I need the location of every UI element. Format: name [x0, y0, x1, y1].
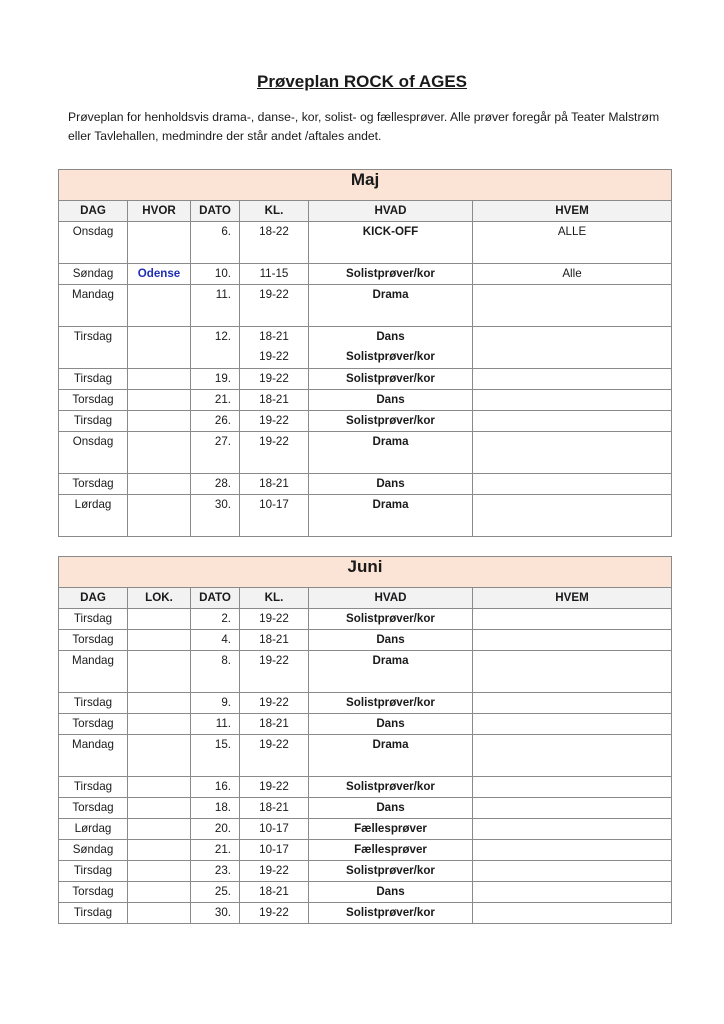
activity-cell [309, 609, 473, 630]
time-cell [240, 474, 309, 495]
activity-cell [309, 819, 473, 840]
table-row [59, 432, 672, 474]
kl-line: 19-22 [259, 288, 289, 301]
who-cell [473, 861, 672, 882]
location-cell [128, 735, 191, 777]
date-cell: 12. [191, 327, 240, 369]
dag-cell: Torsdag [59, 474, 128, 495]
activity-cell [309, 369, 473, 390]
table-body [59, 609, 672, 924]
time-cell [240, 882, 309, 903]
kl-line: 19-22 [259, 906, 289, 919]
table-body [59, 222, 672, 537]
dag-cell: Tirsdag [59, 327, 128, 369]
date-cell: 21. [191, 840, 240, 861]
activity-cell [309, 474, 473, 495]
who-cell [473, 327, 672, 369]
location-cell [128, 609, 191, 630]
dag-cell: Søndag [59, 264, 128, 285]
kl-line: 18-21 [259, 633, 289, 646]
column-header: DAG [59, 588, 128, 609]
month-header: Maj [59, 170, 672, 201]
date-cell: 18. [191, 798, 240, 819]
column-header: HVAD [309, 588, 473, 609]
who-cell: ALLE [473, 222, 672, 264]
hvad-line: Fællesprøver [354, 822, 427, 835]
hvad-line: Drama [372, 288, 409, 301]
who-cell: Alle [473, 264, 672, 285]
location-cell [128, 390, 191, 411]
time-cell [240, 861, 309, 882]
date-cell: 15. [191, 735, 240, 777]
who-cell [473, 819, 672, 840]
dag-cell: Tirsdag [59, 777, 128, 798]
intro-text: Prøveplan for henholdsvis drama-, danse-, kor, solist- og fællesprøver. Alle prøver foregår på Teater Malstrøm eller Tavlehallen, medmindre der står andet /aftales andet. [68, 110, 660, 143]
location-cell [128, 798, 191, 819]
date-cell: 30. [191, 495, 240, 537]
date-cell: 19. [191, 369, 240, 390]
hvad-line: Dans [376, 477, 405, 490]
table-row [59, 222, 672, 264]
who-cell [473, 840, 672, 861]
date-cell: 23. [191, 861, 240, 882]
activity-cell [309, 735, 473, 777]
location-cell [128, 630, 191, 651]
location-cell [128, 882, 191, 903]
time-cell [240, 327, 309, 369]
table-row [59, 411, 672, 432]
location-cell [128, 693, 191, 714]
column-header: DAG [59, 201, 128, 222]
hvad-line: Solistprøver/kor [346, 780, 435, 793]
who-cell [473, 369, 672, 390]
table-row [59, 390, 672, 411]
activity-cell [309, 798, 473, 819]
table-row [59, 861, 672, 882]
dag-cell: Tirsdag [59, 369, 128, 390]
date-cell: 6. [191, 222, 240, 264]
date-cell: 11. [191, 714, 240, 735]
column-header: HVOR [128, 201, 191, 222]
table-row [59, 798, 672, 819]
schedule-table-juni [58, 556, 672, 924]
date-cell: 16. [191, 777, 240, 798]
kl-line: 19-22 [259, 372, 289, 385]
table-row [59, 714, 672, 735]
column-header: HVEM [473, 201, 672, 222]
kl-line: 18-21 [259, 717, 289, 730]
hvad-line: Solistprøver/kor [346, 350, 435, 363]
hvad-line: Solistprøver/kor [346, 414, 435, 427]
table-row [59, 327, 672, 369]
activity-cell [309, 861, 473, 882]
kl-line: 19-22 [259, 350, 289, 363]
who-cell [473, 630, 672, 651]
hvad-line: Dans [376, 885, 405, 898]
dag-cell: Torsdag [59, 630, 128, 651]
who-cell [473, 474, 672, 495]
date-cell: 25. [191, 882, 240, 903]
hvad-line: Dans [376, 717, 405, 730]
kl-line: 10-17 [259, 843, 289, 856]
time-cell [240, 798, 309, 819]
activity-cell [309, 882, 473, 903]
kl-line: 19-22 [259, 864, 289, 877]
activity-cell [309, 651, 473, 693]
location-cell [128, 840, 191, 861]
kl-line: 19-22 [259, 414, 289, 427]
who-cell [473, 495, 672, 537]
kl-line: 18-21 [259, 885, 289, 898]
kl-line: 18-22 [259, 225, 289, 238]
hvad-line: Drama [372, 654, 409, 667]
time-cell [240, 693, 309, 714]
activity-cell [309, 327, 473, 369]
location-cell [128, 819, 191, 840]
activity-cell [309, 840, 473, 861]
who-cell [473, 693, 672, 714]
kl-line: 19-22 [259, 612, 289, 625]
page-title: Prøveplan ROCK of AGES [256, 72, 467, 91]
dag-cell: Torsdag [59, 714, 128, 735]
column-header: LOK. [128, 588, 191, 609]
activity-cell [309, 411, 473, 432]
location-cell [128, 495, 191, 537]
date-cell: 28. [191, 474, 240, 495]
time-cell [240, 630, 309, 651]
activity-cell [309, 495, 473, 537]
who-cell [473, 777, 672, 798]
table-row [59, 630, 672, 651]
kl-line: 18-21 [259, 477, 289, 490]
column-header: KL. [240, 588, 309, 609]
dag-cell: Mandag [59, 651, 128, 693]
hvad-line: Drama [372, 435, 409, 448]
table-row [59, 609, 672, 630]
date-cell: 30. [191, 903, 240, 924]
dag-cell: Onsdag [59, 222, 128, 264]
date-cell: 10. [191, 264, 240, 285]
time-cell [240, 390, 309, 411]
hvad-line: Solistprøver/kor [346, 372, 435, 385]
table-row [59, 819, 672, 840]
date-cell: 2. [191, 609, 240, 630]
date-cell: 4. [191, 630, 240, 651]
activity-cell [309, 432, 473, 474]
kl-line: 10-17 [259, 822, 289, 835]
hvad-line: Drama [372, 498, 409, 511]
table-row [59, 264, 672, 285]
location-cell [128, 369, 191, 390]
hvad-line: Solistprøver/kor [346, 864, 435, 877]
hvad-line: Solistprøver/kor [346, 267, 435, 280]
hvad-line: Dans [376, 801, 405, 814]
location-cell [128, 327, 191, 369]
table-row [59, 693, 672, 714]
kl-line: 18-21 [259, 330, 289, 343]
location-cell [128, 285, 191, 327]
activity-cell [309, 777, 473, 798]
dag-cell: Tirsdag [59, 903, 128, 924]
who-cell [473, 432, 672, 474]
column-header: KL. [240, 201, 309, 222]
table-row [59, 882, 672, 903]
time-cell [240, 495, 309, 537]
dag-cell: Tirsdag [59, 693, 128, 714]
time-cell [240, 609, 309, 630]
kl-line: 11-15 [259, 267, 289, 280]
activity-cell [309, 630, 473, 651]
hvad-line: Solistprøver/kor [346, 906, 435, 919]
who-cell [473, 285, 672, 327]
dag-cell: Tirsdag [59, 609, 128, 630]
who-cell [473, 390, 672, 411]
dag-cell: Søndag [59, 840, 128, 861]
dag-cell: Torsdag [59, 882, 128, 903]
month-header: Juni [59, 557, 672, 588]
column-header: HVAD [309, 201, 473, 222]
time-cell [240, 714, 309, 735]
kl-line: 19-22 [259, 780, 289, 793]
time-cell [240, 903, 309, 924]
activity-cell [309, 714, 473, 735]
kl-line: 19-22 [259, 696, 289, 709]
dag-cell: Mandag [59, 735, 128, 777]
activity-cell [309, 390, 473, 411]
hvad-line: Dans [376, 393, 405, 406]
location-cell [128, 222, 191, 264]
activity-cell [309, 285, 473, 327]
location-cell [128, 777, 191, 798]
kl-line: 18-21 [259, 801, 289, 814]
table-row [59, 777, 672, 798]
time-cell [240, 840, 309, 861]
time-cell [240, 432, 309, 474]
time-cell [240, 264, 309, 285]
table-row [59, 285, 672, 327]
hvad-line: KICK-OFF [362, 225, 419, 238]
dag-cell: Tirsdag [59, 861, 128, 882]
location-cell: Odense [128, 264, 191, 285]
date-cell: 26. [191, 411, 240, 432]
dag-cell: Mandag [59, 285, 128, 327]
table-row [59, 474, 672, 495]
activity-cell [309, 222, 473, 264]
location-cell [128, 474, 191, 495]
hvad-line: Solistprøver/kor [346, 612, 435, 625]
who-cell [473, 903, 672, 924]
who-cell [473, 735, 672, 777]
date-cell: 27. [191, 432, 240, 474]
kl-line: 18-21 [259, 393, 289, 406]
who-cell [473, 609, 672, 630]
who-cell [473, 882, 672, 903]
dag-cell: Torsdag [59, 798, 128, 819]
time-cell [240, 651, 309, 693]
location-cell [128, 861, 191, 882]
hvad-line: Dans [376, 633, 405, 646]
location-cell [128, 432, 191, 474]
location-cell [128, 903, 191, 924]
schedule-table-maj [58, 169, 672, 537]
time-cell [240, 285, 309, 327]
date-cell: 9. [191, 693, 240, 714]
dag-cell: Lørdag [59, 495, 128, 537]
kl-line: 19-22 [259, 435, 289, 448]
hvad-line: Dans [376, 330, 405, 343]
time-cell [240, 369, 309, 390]
time-cell [240, 777, 309, 798]
table-row [59, 369, 672, 390]
table-row [59, 495, 672, 537]
column-header: DATO [191, 201, 240, 222]
date-cell: 11. [191, 285, 240, 327]
date-cell: 21. [191, 390, 240, 411]
time-cell [240, 411, 309, 432]
location-cell [128, 714, 191, 735]
activity-cell [309, 264, 473, 285]
time-cell [240, 222, 309, 264]
activity-cell [309, 903, 473, 924]
dag-cell: Onsdag [59, 432, 128, 474]
table-row [59, 903, 672, 924]
time-cell [240, 819, 309, 840]
time-cell [240, 735, 309, 777]
date-cell: 20. [191, 819, 240, 840]
table-row [59, 651, 672, 693]
kl-line: 19-22 [259, 654, 289, 667]
kl-line: 19-22 [259, 738, 289, 751]
who-cell [473, 714, 672, 735]
column-header: HVEM [473, 588, 672, 609]
dag-cell: Lørdag [59, 819, 128, 840]
dag-cell: Tirsdag [59, 411, 128, 432]
kl-line: 10-17 [259, 498, 289, 511]
location-cell [128, 411, 191, 432]
who-cell [473, 411, 672, 432]
hvad-line: Drama [372, 738, 409, 751]
activity-cell [309, 693, 473, 714]
table-row [59, 840, 672, 861]
who-cell [473, 651, 672, 693]
date-cell: 8. [191, 651, 240, 693]
who-cell [473, 798, 672, 819]
hvad-line: Fællesprøver [354, 843, 427, 856]
dag-cell: Torsdag [59, 390, 128, 411]
table-row [59, 735, 672, 777]
location-cell [128, 651, 191, 693]
column-header: DATO [191, 588, 240, 609]
hvad-line: Solistprøver/kor [346, 696, 435, 709]
